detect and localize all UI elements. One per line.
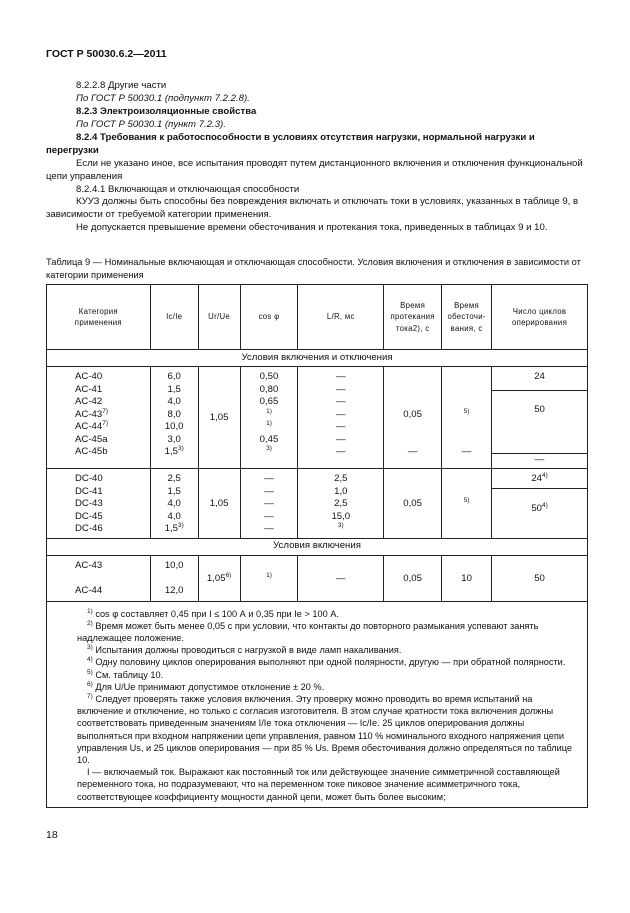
dc-categories: DC-40 DC-41 DC-43 DC-45 DC-46 [47, 469, 151, 539]
note-4: $^{4)}$ Одну половину циклов оперирования выполняют при одной полярности, другую — при обратной полярности. [87, 656, 566, 668]
ac-l-r: — — — — — — — [298, 367, 384, 469]
make-current-time: 0,05 [384, 555, 442, 601]
para-no-exceed: Не допускается превышение времени обесточивания и протекания тока, приведенных в таблицах 9 и 10. [76, 222, 548, 234]
note-2: $^{2)}$ Время может быть менее 0,05 с при условии, что контакты до повторного размыкания успевают занять надлежащее положение. [77, 619, 539, 643]
col-ur-ue: Ur/Ue [198, 285, 240, 350]
section-make: Условия включения [47, 538, 588, 555]
body-text [46, 80, 586, 235]
para-8-2-2-8: 8.2.2.8 Другие части [76, 80, 167, 91]
note-7: $^{7)}$ Следует проверять также условия включения. Эту проверку можно проводить во время испытаний на включение и отключение, но только с согласия изготовителя. В этом случае кратности тока включения должны соответствовать приведенным значениям I/Ie тока отключения — Ic/Ie. 25 циклов оперирования должны выполняться при входном напряжении цепи управления, равном 110 % номинального входного напряжения цепи управления Us, и 25 циклов оперирования — при 85 % Us. Время обесточивания должно определяться по таблице 10. [77, 692, 572, 765]
para-ref-2: По ГОСТ Р 50030.1 (пункт 7.2.3). [76, 118, 226, 130]
col-cos-phi: cos φ [240, 285, 298, 350]
dc-l-r: 2,5 1,0 2,5 15,0 $^{3)}$ [298, 469, 384, 539]
dc-deenergize-time: 5) [442, 469, 492, 539]
dc-cos-phi: — — — — — [240, 469, 298, 539]
note-3: $^{3)}$ Испытания должны проводиться с нагрузкой в виде ламп накаливания. [87, 644, 402, 656]
note-1: $^{1)}$ cos φ составляет 0,45 при I ≤ 100 А и 0,35 при Ie > 100 А. [87, 607, 339, 619]
col-l-r: L/R, мс [298, 285, 384, 350]
ac-cycles: 24 50 — [492, 367, 588, 469]
dc-cycles: 24$^{4)}$ 50$^{4)}$ [492, 469, 588, 539]
dc-current-time: 0,05 [384, 469, 442, 539]
para-8-2-4-1: 8.2.4.1 Включающая и отключающая способности [76, 183, 300, 195]
note-5: $^{5)}$ См. таблицу 10. [87, 668, 164, 680]
col-ic-ie: Ic/Ie [150, 285, 198, 350]
para-kuuz: КУУЗ должны быть способны без повреждения включать и отключать токи в условиях, указанных в таблице 9, в зависимости от требуемой категории применения. [46, 196, 579, 221]
table-notes [47, 601, 588, 807]
ac-ic-ie: 6,0 1,5 4,0 8,0 10,0 3,0 1,5$^{3)}$ [150, 367, 198, 469]
para-remote: Если не указано иное, все испытания проводят путем дистанционного включения и отключения функциональной цепи управления [46, 157, 583, 182]
col-category: Категория применения [47, 285, 151, 350]
make-group [47, 555, 588, 601]
col-deenergize-time: Время обесточи- вания, с [442, 285, 492, 350]
make-cycles: 50 [492, 555, 588, 601]
ac-ur-ue: 1,05 [198, 367, 240, 469]
ac-current-time: 0,05 — [384, 367, 442, 469]
note-current-definition: I — включаемый ток. Выражают как постоянный ток или действующее значение симметричной составляющей переменного тока, но подразумевают, что на переменном токе пиковое значение асимметричного тока, соответствующее коэффициенту мощности данной цепи, может быть более высоким; [77, 767, 560, 802]
make-categories: AC-43 AC-44 [47, 555, 151, 601]
table-caption: Таблица 9 — Номинальные включающая и отключающая способности. Условия включения и отключения в зависимости от категории применения [46, 257, 581, 280]
table-9 [46, 284, 588, 808]
para-8-2-4: 8.2.4 Требования к работоспособности в условиях отсутствия нагрузки, нормальной нагрузки и перегрузки [46, 131, 535, 156]
ac-categories: AC-40 AC-41 AC-42 AC-43$^{7)}$ AC-44$^{7)}$ AC-45a AC-45b [47, 367, 151, 469]
make-ic-ie: 10,0 12,0 [150, 555, 198, 601]
dc-ur-ue: 1,05 [198, 469, 240, 539]
make-cos-phi: 1) [240, 555, 298, 601]
table-header-row [47, 285, 588, 350]
page-number: 18 [46, 829, 58, 841]
col-current-time: Время протекания тока2), с [384, 285, 442, 350]
page-header: ГОСТ Р 50030.6.2—2011 [46, 48, 167, 60]
ac-group [47, 367, 588, 469]
make-deenergize-time: 10 [442, 555, 492, 601]
col-cycles: Число циклов оперирования [492, 285, 588, 350]
para-ref-1: По ГОСТ Р 50030.1 (подпункт 7.2.2.8). [76, 92, 250, 104]
dc-ic-ie: 2,5 1,5 4,0 4,0 1,5$^{3)}$ [150, 469, 198, 539]
make-l-r: — [298, 555, 384, 601]
make-ur-ue: 1,05$^{6)}$ [198, 555, 240, 601]
ac-cos-phi: 0,50 0,80 0,65 $^{1)}$ $^{1)}$ 0,45 $^{3)}$ [240, 367, 298, 469]
ac-deenergize-time: $^{5)}$ — [442, 367, 492, 469]
section-make-break: Условия включения и отключения [47, 350, 588, 367]
para-8-2-3: 8.2.3 Электроизоляционные свойства [76, 105, 257, 117]
note-6: $^{6)}$ Для U/Ue принимают допустимое отклонение ± 20 %. [87, 680, 325, 692]
dc-group [47, 469, 588, 539]
